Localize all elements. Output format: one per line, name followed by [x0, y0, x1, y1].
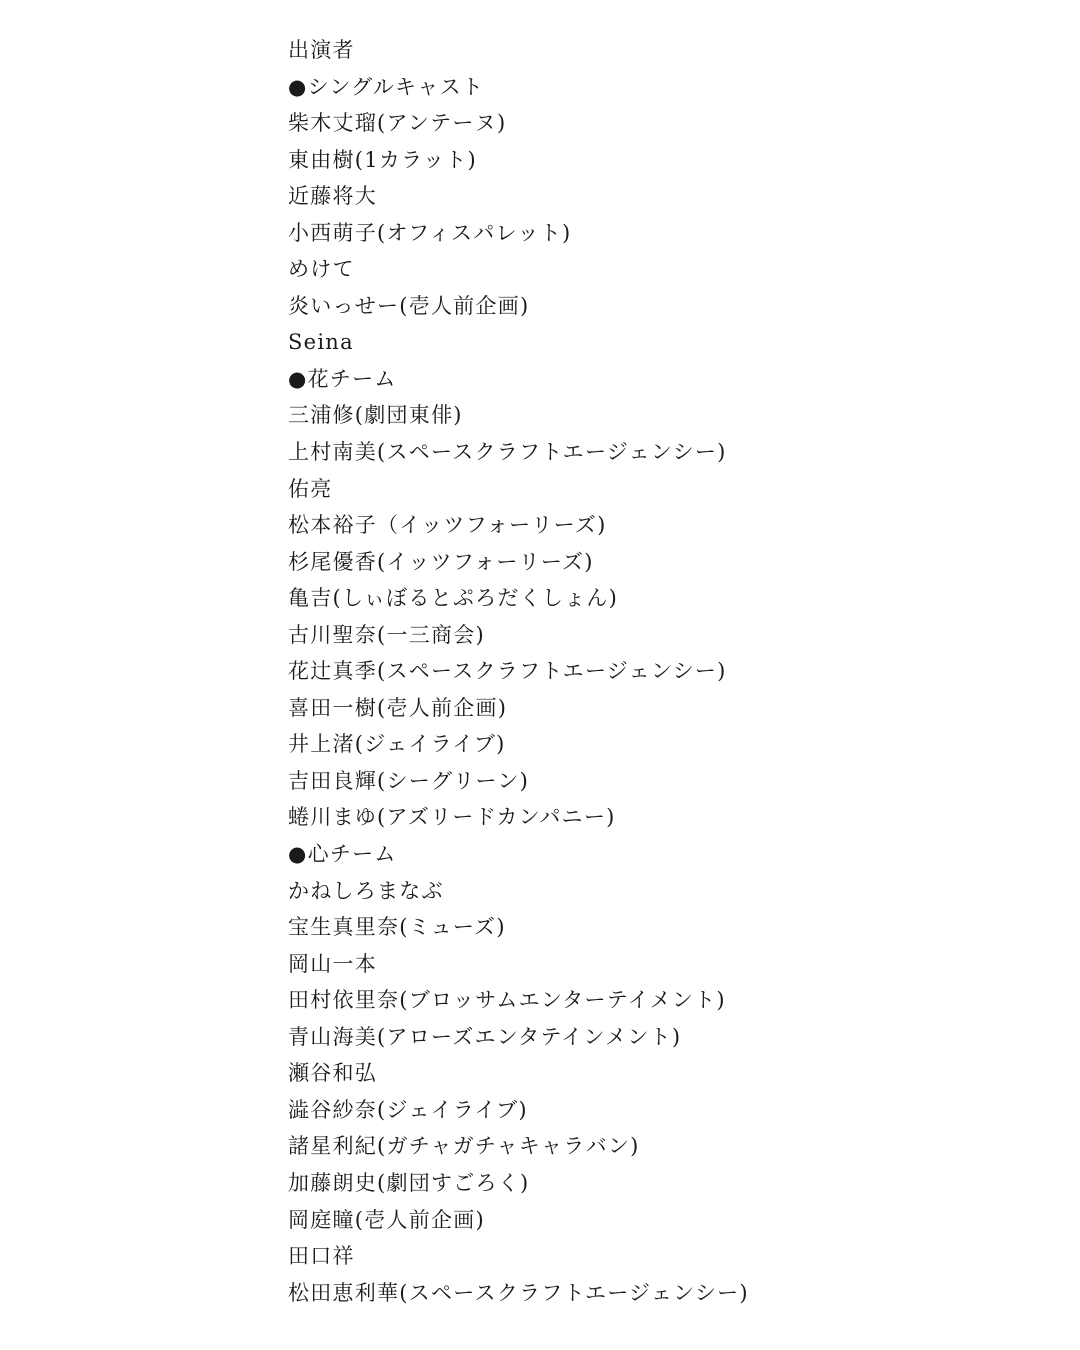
cast-member: 古川聖奈(一三商会) [288, 622, 485, 647]
cast-member: 三浦修(劇団東俳) [288, 403, 463, 428]
cast-list [288, 32, 749, 1311]
cast-member: 喜田一樹(壱人前企画) [288, 695, 508, 720]
cast-member: 松本裕子（イッツフォーリーズ) [288, 513, 607, 538]
cast-member: 田口祥 [288, 1244, 355, 1269]
cast-member: 井上渚(ジェイライブ) [288, 732, 506, 757]
cast-member: Seina [288, 330, 354, 355]
cast-member: 岡庭瞳(壱人前企画) [288, 1207, 485, 1232]
cast-heading: 出演者 [288, 38, 355, 62]
cast-member: 澁谷紗奈(ジェイライブ) [288, 1097, 528, 1122]
cast-member: かねしろまなぶ [288, 878, 444, 903]
cast-member: 瀬谷和弘 [288, 1061, 378, 1086]
cast-member: 加藤朗史(劇団すごろく) [288, 1170, 530, 1195]
cast-member: 亀吉(しぃぼるとぷろだくしょん) [288, 586, 619, 611]
section-single-cast: ●シングルキャスト [288, 74, 485, 99]
cast-member: 上村南美(スペースクラフトエージェンシー) [288, 440, 727, 465]
cast-member: 田村依里奈(ブロッサムエンターテイメント) [288, 988, 726, 1013]
cast-member: 花辻真季(スペースクラフトエージェンシー) [288, 659, 727, 684]
cast-member: 松田恵利華(スペースクラフトエージェンシー) [288, 1280, 749, 1305]
cast-member: 吉田良輝(シーグリーン) [288, 768, 530, 793]
cast-member: 柴木丈瑠(アンテーヌ) [288, 111, 507, 136]
cast-member: 蜷川まゆ(アズリードカンパニー) [288, 805, 616, 830]
cast-member: 諸星利紀(ガチャガチャキャラバン) [288, 1134, 640, 1159]
cast-member: 炎いっせー(壱人前企画) [288, 293, 530, 318]
cast-member: 杉尾優香(イッツフォーリーズ) [288, 549, 594, 574]
cast-member: 近藤将大 [288, 184, 378, 209]
section-kokoro-team: ●心チーム [288, 842, 397, 867]
cast-member: 青山海美(アローズエンタテインメント) [288, 1024, 682, 1049]
cast-member: 岡山一本 [288, 951, 378, 976]
cast-member: 東由樹(1カラット) [288, 147, 477, 172]
cast-member: 佑亮 [288, 476, 333, 501]
cast-member: めけて [288, 257, 355, 282]
section-hana-team: ●花チーム [288, 366, 397, 391]
cast-member: 小西萌子(オフィスパレット) [288, 220, 572, 245]
cast-member: 宝生真里奈(ミューズ) [288, 915, 506, 940]
